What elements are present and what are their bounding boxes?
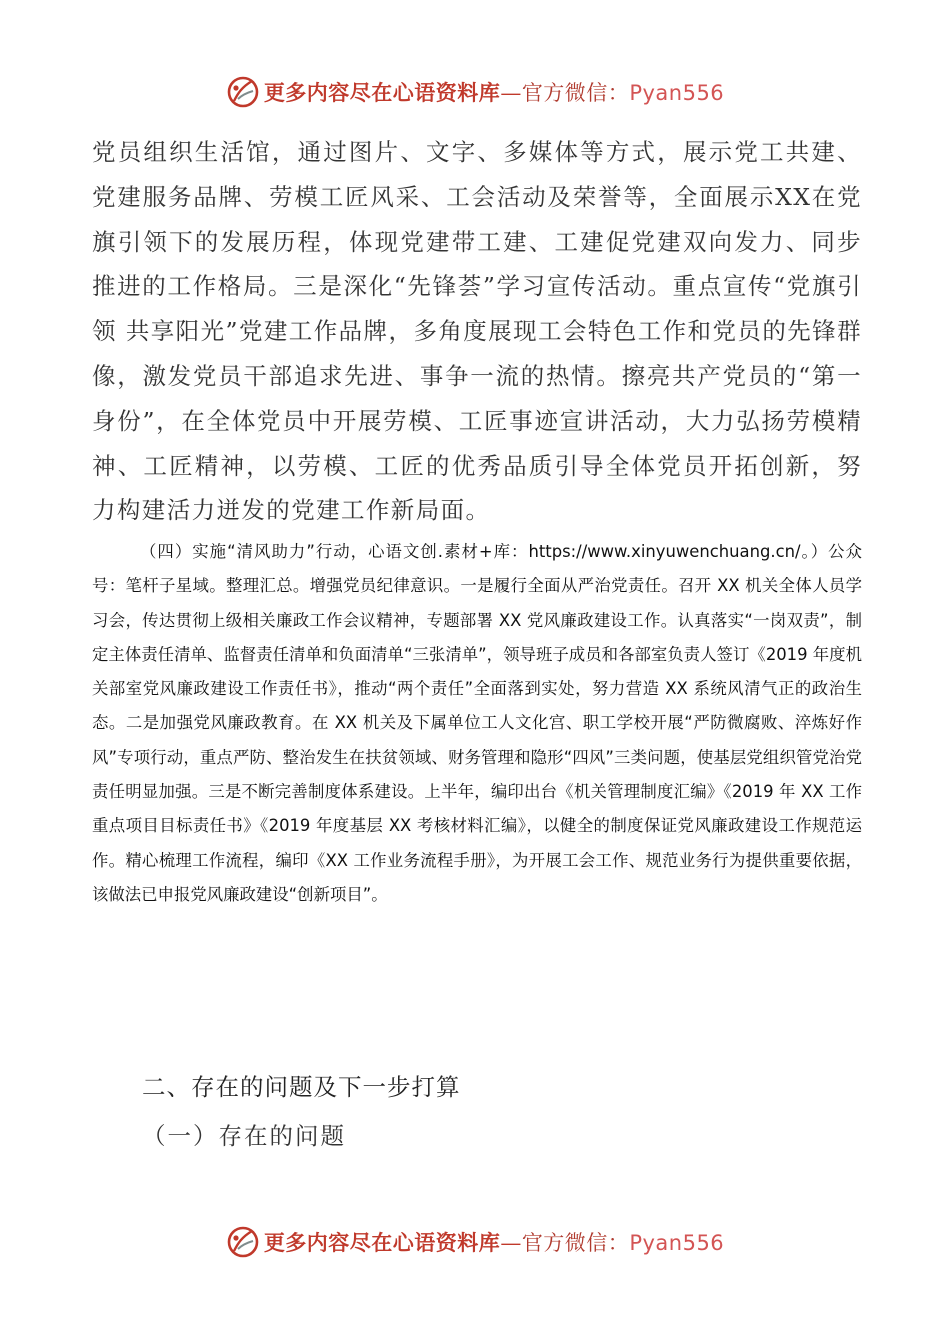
header-site-text: 更多内容尽在心语资料库 <box>263 80 501 105</box>
header-banner <box>0 70 950 114</box>
header-separator: — <box>500 81 522 105</box>
section-heading: 二、存在的问题及下一步打算 <box>142 1073 461 1101</box>
header-banner-text <box>264 77 724 107</box>
subsection-heading: （一）存在的问题 <box>142 1122 346 1150</box>
footer-separator: — <box>500 1231 522 1255</box>
footer-wechat-id: Pyan556 <box>629 1231 725 1255</box>
footer-site-text: 更多内容尽在心语资料库 <box>263 1230 501 1255</box>
logo-icon <box>226 75 260 109</box>
footer-banner-text <box>264 1227 724 1257</box>
header-wechat-label: 官方微信： <box>521 81 630 105</box>
body-paragraph-1: 党员组织生活馆，通过图片、文字、多媒体等方式，展示党工共建、党建服务品牌、劳模工匠风采、工会活动及荣誉等，全面展示XX在党旗引领下的发展历程，体现党建带工建、工建促党建双向发力、同步推进的工作格局。三是深化“先锋荟”学习宣传活动。重点宣传“党旗引领 共享阳光”党建工作品牌，多角度展现工会特色工作和党员的先锋群像，激发党员干部追求先进、事争一流的热情。擦亮共产党员的“第一身份”，在全体党员中开展劳模、工匠事迹宣讲活动，大力弘扬劳模精神、工匠精神，以劳模、工匠的优秀品质引导全体党员开拓创新，努力构建活力迸发的党建工作新局面。 <box>92 138 862 525</box>
footer-banner <box>0 1220 950 1264</box>
body-paragraph-2: （四）实施“清风助力”行动，心语文创.素材+库：https://www.xinyuwenchuang.cn/。）公众号：笔杆子星域。整理汇总。增强党员纪律意识。一是履行全面从严治党责任。召开 XX 机关全体人员学习会，传达贯彻上级相关廉政工作会议精神，专题部署 XX 党风廉政建设工作。认真落实“一岗双责”，制定主体责任清单、监督责任清单和负面清单“三张清单”，领导班子成员和各部室负责人签订《2019 年度机关部室党风廉政建设工作责任书》，推动“两个责任”全面落到实处，努力营造 XX 系统风清气正的政治生态。二是加强党风廉政教育。在 XX 机关及下属单位工人文化宫、职工学校开展“严防微腐败、淬炼好作风”专项行动，重点严防、整治发生在扶贫领域、财务管理和隐形“四风”三类问题，使基层党组织管党治党责任明显加强。三是不断完善制度体系建设。上半年，编印出台《机关管理制度汇编》《2019 年 XX 工作重点项目目标责任书》《2019 年度基层 XX 考核材料汇编》，以健全的制度保证党风廉政建设工作规范运作。精心梳理工作流程，编印《XX 工作业务流程手册》，为开展工会工作、规范业务行为提供重要依据，该做法已申报党风廉政建设“创新项目”。 <box>92 542 862 904</box>
header-wechat-id: Pyan556 <box>629 81 725 105</box>
footer-wechat-label: 官方微信： <box>521 1231 630 1255</box>
logo-icon <box>226 1225 260 1259</box>
